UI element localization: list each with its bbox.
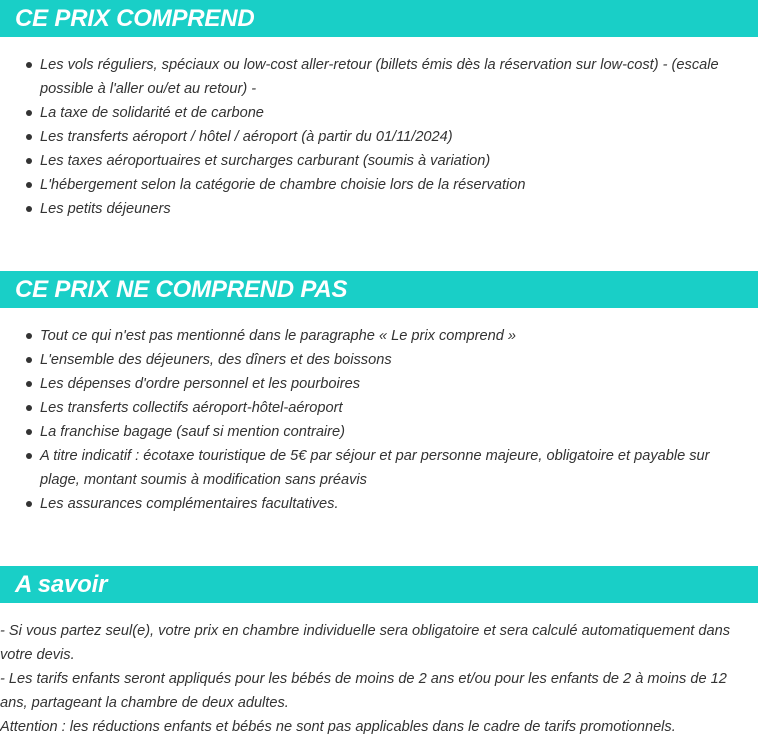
list-item [0,53,758,101]
bullet-icon [26,62,32,68]
not-included-section-title: CE PRIX NE COMPREND PAS [15,276,348,303]
included-list [0,53,758,221]
list-item [0,173,758,197]
bullet-icon [26,182,32,188]
list-item [0,396,758,420]
not-included-list [0,324,758,516]
bullet-icon [26,158,32,164]
list-item-text: Les dépenses d'ordre personnel et les pourboires [40,376,361,392]
bullet-icon [26,333,32,339]
bullet-icon [26,501,32,507]
a-savoir-paragraph: - Les tarifs enfants seront appliqués pour les bébés de moins de 2 ans et/ou pour les enfants de 2 à moins de 12 ans, partageant la chambre de deux adultes. [0,671,727,711]
list-item [0,372,758,396]
list-item [0,444,758,492]
list-item-text: L'ensemble des déjeuners, des dîners et des boissons [40,352,392,368]
list-item [0,348,758,372]
bullet-icon [26,110,32,116]
bullet-icon [26,405,32,411]
list-item [0,149,758,173]
list-item [0,420,758,444]
bullet-icon [26,357,32,363]
included-section-title: CE PRIX COMPREND [15,5,255,32]
a-savoir-paragraph: Attention : les réductions enfants et bébés ne sont pas applicables dans le cadre de tarifs promotionnels. [0,719,676,735]
bullet-icon [26,381,32,387]
list-item-text: Les assurances complémentaires facultatives. [40,496,339,512]
list-item-text: Les transferts collectifs aéroport-hôtel-aéroport [40,400,343,416]
bullet-icon [26,134,32,140]
not-included-section-header [0,271,758,308]
list-item-text: La franchise bagage (sauf si mention contraire) [40,424,346,440]
list-item [0,324,758,348]
included-section-header [0,0,758,37]
list-item [0,125,758,149]
bullet-icon [26,206,32,212]
list-item-text: Les taxes aéroportuaires et surcharges carburant (soumis à variation) [40,153,491,169]
list-item-text: A titre indicatif : écotaxe touristique de 5€ par séjour et par personne majeure, obligatoire et payable sur plage, montant soumis à modification sans préavis [40,448,710,488]
list-item-text: Les transferts aéroport / hôtel / aéroport (à partir du 01/11/2024) [40,129,453,145]
a-savoir-section-title: A savoir [15,571,108,598]
list-item-text: Les vols réguliers, spéciaux ou low-cost aller-retour (billets émis dès la réservation sur low-cost) - (escale possible à l'aller ou/et au retour) - [40,57,719,97]
list-item [0,101,758,125]
a-savoir-paragraph: - Si vous partez seul(e), votre prix en chambre individuelle sera obligatoire et sera calculé automatiquement dans votre devis. [0,623,731,663]
list-item-text: La taxe de solidarité et de carbone [40,105,264,121]
a-savoir-text [0,619,756,739]
list-item [0,197,758,221]
list-item-text: Tout ce qui n'est pas mentionné dans le paragraphe « Le prix comprend » [40,328,517,344]
list-item [0,492,758,516]
list-item-text: L'hébergement selon la catégorie de chambre choisie lors de la réservation [40,177,526,193]
list-item-text: Les petits déjeuners [40,201,171,217]
bullet-icon [26,453,32,459]
a-savoir-section-header [0,566,758,603]
bullet-icon [26,429,32,435]
